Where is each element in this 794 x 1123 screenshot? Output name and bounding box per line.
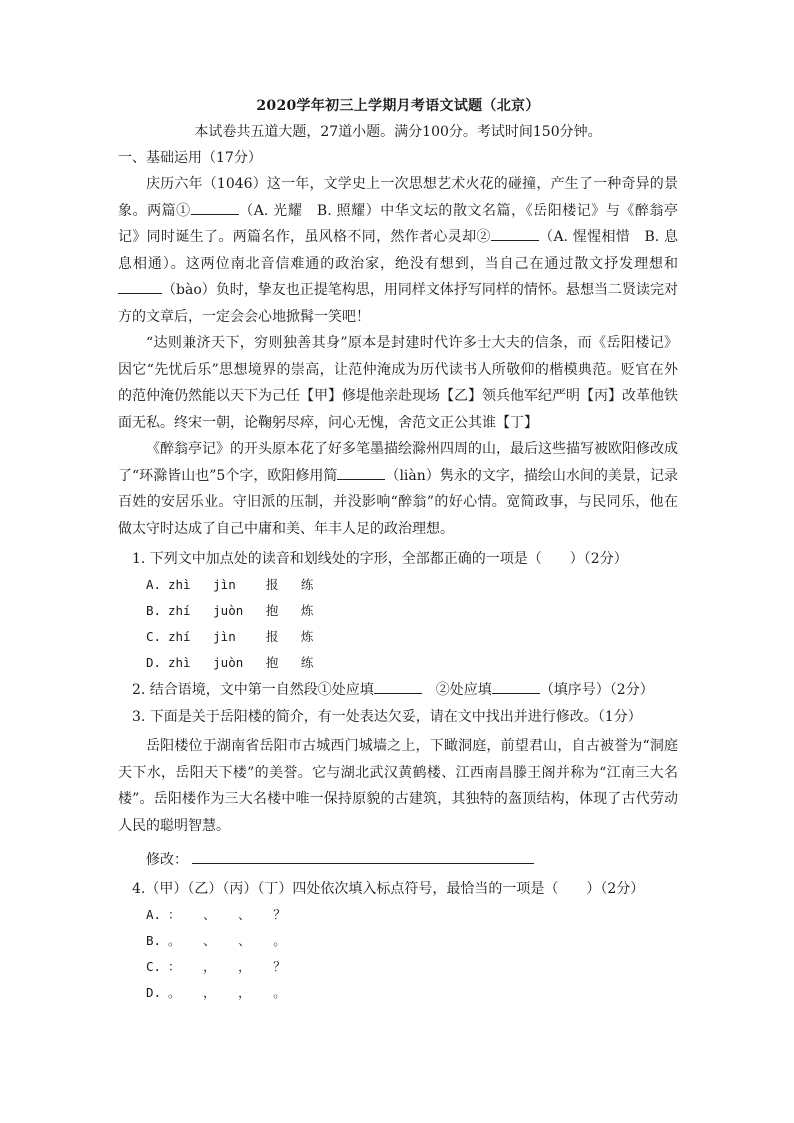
question-1-option-b[interactable]: B. zhí juòn 抱 炼 [146, 603, 314, 618]
paragraph-3-part-b: （liàn）隽永的文字，描绘山水间的美景，记录百姓的安居乐业。守旧派的压制，并没影响“醉翁”的好心情。宽简政事，与民同乐，他在做太守时达成了自己中庸和美、年丰人足的政治理想。 [118, 467, 678, 537]
question-4-option-c[interactable]: C. ： ， ， ？ [146, 959, 286, 974]
exam-instructions: 本试卷共五道大题，27道小题。满分100分。考试时间150分钟。 [194, 124, 602, 140]
paragraph-3 [118, 436, 678, 542]
paragraph-1-part-c: （A. 惺惺相惜 B. 息息相通）。这两位南北音信难通的政治家，绝没有想到，当自己在通过散文抒发理想和 [118, 229, 678, 272]
question-4: 4.（甲）（乙）（丙）（丁）四处依次填入标点符号，最恰当的一项是（ ）（2分） [132, 881, 645, 897]
question-1-option-c[interactable]: C. zhí jìn 报 炼 [146, 629, 314, 644]
question-2-blank-1[interactable] [374, 681, 422, 694]
question-1-option-d[interactable]: D. zhì juòn 抱 练 [146, 655, 314, 670]
blank-4[interactable] [337, 467, 385, 480]
question-3: 3. 下面是关于岳阳楼的简介，有一处表达欠妥，请在文中找出并进行修改。（1分） [132, 709, 642, 725]
question-4-option-d[interactable]: D. 。 ， ， 。 [146, 985, 286, 1000]
blank-3[interactable] [118, 281, 162, 294]
question-1: 1. 下列文中加点处的读音和划线处的字形，全部都正确的一项是（ ）（2分） [132, 551, 628, 567]
question-4-option-b[interactable]: B. 。 、 、 。 [146, 933, 286, 948]
question-3-answer [146, 849, 678, 869]
question-4-option-a[interactable]: A. ： 、 、 ？ [146, 907, 286, 922]
paragraph-1-part-a: 庆历六年（1046）这一年，文学史上一次思想艺术火花的碰撞，产生了一种奇异的景象。两篇① [118, 176, 678, 219]
paragraph-1-part-b: （A. 光耀 B. 照耀）中华文坛的散文名篇，《岳阳楼记》与《醉翁亭记》同时诞生了。两篇名作，虽风格不同，然作者心灵却② [118, 202, 678, 245]
answer-line[interactable] [192, 851, 534, 864]
paragraph-3-part-a: 《醉翁亭记》的开头原本花了好多笔墨描绘滁州四周的山，最后这些描写被欧阳修改成了“环滁皆山也”5个字，欧阳修用简 [118, 441, 678, 484]
paragraph-2: “达则兼济天下，穷则独善其身”原本是封建时代许多士大夫的信条，而《岳阳楼记》因它“先忧后乐”思想境界的崇高，让范仲淹成为历代读书人所敬仰的楷模典范。贬官在外的范仲淹仍然能以天下为己任【甲】修堤他亲赴现场【乙】领兵他军纪严明【丙】改革他铁面无私。终宋一朝，论鞠躬尽瘁，问心无愧，舍范文正公其谁【丁】 [118, 335, 678, 431]
section-heading: 一、基础运用（17分） [118, 150, 262, 166]
blank-1[interactable] [191, 202, 239, 215]
blank-2[interactable] [491, 228, 539, 241]
question-1-option-a[interactable]: A. zhì jìn 报 练 [146, 577, 314, 592]
page-title: 2020学年初三上学期月考语文试题（北京） [256, 98, 540, 114]
paragraph-1 [118, 171, 678, 330]
paragraph-1-part-d: （bào）负时，挚友也正提笔构思，用同样文体抒写同样的情怀。悬想当二贤读完对方的文章后，一定会会心地掀髯一笑吧！ [118, 282, 678, 325]
question-2-blank-2[interactable] [492, 681, 540, 694]
exam-page [118, 95, 678, 1009]
fix-label: 修改： [146, 852, 188, 868]
question-2: 2. 结合语境，文中第一自然段①处应填 ②处应填 （填序号）（2分） [132, 682, 654, 698]
question-3-passage: 岳阳楼位于湖南省岳阳市古城西门城墙之上，下瞰洞庭，前望君山，自古被誉为“洞庭天下水，岳阳天下楼”的美誉。它与湖北武汉黄鹤楼、江西南昌滕王阁并称为“江南三大名楼”。岳阳楼作为三大名楼中唯一保持原貌的古建筑，其独特的盔顶结构，体现了古代劳动人民的聪明智慧。 [118, 738, 678, 834]
